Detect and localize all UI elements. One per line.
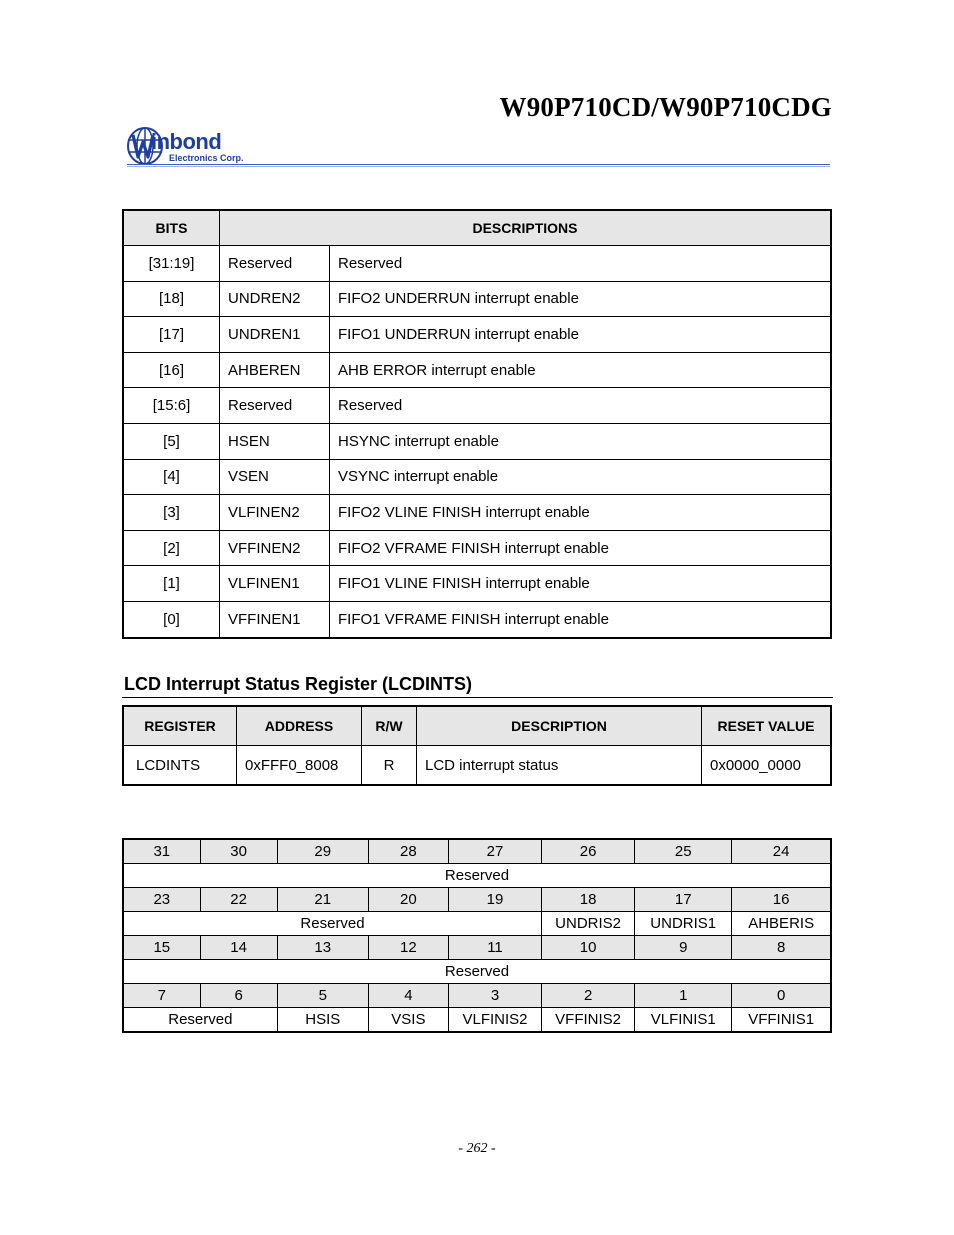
bit-number-cell: 10 (542, 936, 635, 960)
winbond-logo (127, 126, 257, 166)
register-table (122, 705, 832, 786)
section-title: LCD Interrupt Status Register (LCDINTS) (124, 674, 473, 694)
bit-number-cell: 2 (542, 984, 635, 1008)
bit-number-cell: 11 (448, 936, 541, 960)
table-row (123, 459, 831, 495)
description-cell: LCD interrupt status (417, 746, 702, 786)
field-name-cell: VLFINEN2 (220, 495, 330, 531)
bit-field-cell: VFFINIS1 (732, 1008, 831, 1033)
field-name-cell: VFFINEN1 (220, 601, 330, 637)
bit-number-cell: 17 (635, 888, 732, 912)
address-cell: 0xFFF0_8008 (237, 746, 362, 786)
bits-cell: [18] (123, 281, 220, 317)
bit-field-cell: VFFINIS2 (542, 1008, 635, 1033)
bit-number-cell: 5 (277, 984, 368, 1008)
table-row (123, 388, 831, 424)
field-desc-cell: FIFO1 VLINE FINISH interrupt enable (330, 566, 832, 602)
table-row (123, 352, 831, 388)
table-row (123, 601, 831, 637)
field-name-cell: HSEN (220, 423, 330, 459)
bit-number-cell: 1 (635, 984, 732, 1008)
bit-number-cell: 0 (732, 984, 831, 1008)
bit-field-cell: Reserved (123, 864, 831, 888)
bit-number-cell: 13 (277, 936, 368, 960)
field-desc-cell: HSYNC interrupt enable (330, 423, 832, 459)
bit-number-row (123, 839, 831, 864)
bit-number-cell: 18 (542, 888, 635, 912)
bit-number-cell: 28 (368, 839, 448, 864)
reset-value-cell: 0x0000_0000 (702, 746, 832, 786)
bit-field-row (123, 864, 831, 888)
bit-field-cell: Reserved (123, 912, 542, 936)
bit-number-cell: 31 (123, 839, 200, 864)
field-name-cell: UNDREN1 (220, 317, 330, 353)
bits-cell: [16] (123, 352, 220, 388)
rw-cell: R (362, 746, 417, 786)
header-rule (127, 164, 830, 165)
field-name-cell: VSEN (220, 459, 330, 495)
bits-cell: [3] (123, 495, 220, 531)
bits-description-table (122, 209, 832, 639)
bit-number-cell: 4 (368, 984, 448, 1008)
bit-number-cell: 20 (368, 888, 448, 912)
field-name-cell: AHBEREN (220, 352, 330, 388)
address-header: ADDRESS (237, 706, 362, 746)
bit-field-cell: VSIS (368, 1008, 448, 1033)
register-cell: LCDINTS (123, 746, 237, 786)
table-row (123, 495, 831, 531)
table-row (123, 566, 831, 602)
field-name-cell: Reserved (220, 388, 330, 424)
bit-map-table (122, 838, 832, 1033)
bit-number-cell: 14 (200, 936, 277, 960)
field-desc-cell: FIFO1 VFRAME FINISH interrupt enable (330, 601, 832, 637)
table-row (123, 317, 831, 353)
logo-wordmark: inbond (151, 129, 222, 154)
field-desc-cell: FIFO2 VLINE FINISH interrupt enable (330, 495, 832, 531)
field-name-cell: UNDREN2 (220, 281, 330, 317)
descriptions-header: DESCRIPTIONS (220, 210, 832, 246)
field-desc-cell: VSYNC interrupt enable (330, 459, 832, 495)
field-desc-cell: AHB ERROR interrupt enable (330, 352, 832, 388)
logo-subtitle: Electronics Corp. (169, 153, 244, 163)
field-name-cell: Reserved (220, 246, 330, 282)
bit-field-cell: HSIS (277, 1008, 368, 1033)
bit-field-row (123, 1008, 831, 1033)
table-row (123, 423, 831, 459)
bit-number-cell: 3 (448, 984, 541, 1008)
table-header-row (123, 210, 831, 246)
bit-number-row (123, 888, 831, 912)
bit-number-row (123, 936, 831, 960)
bits-header: BITS (123, 210, 220, 246)
bit-field-cell: VLFINIS1 (635, 1008, 732, 1033)
field-desc-cell: FIFO1 UNDERRUN interrupt enable (330, 317, 832, 353)
table-row (123, 530, 831, 566)
field-desc-cell: FIFO2 UNDERRUN interrupt enable (330, 281, 832, 317)
bits-cell: [15:6] (123, 388, 220, 424)
page-number: - 262 - (458, 1141, 496, 1156)
bit-number-cell: 24 (732, 839, 831, 864)
bit-field-row (123, 912, 831, 936)
field-desc-cell: Reserved (330, 246, 832, 282)
bits-cell: [4] (123, 459, 220, 495)
bit-number-cell: 25 (635, 839, 732, 864)
bit-number-cell: 8 (732, 936, 831, 960)
bits-cell: [17] (123, 317, 220, 353)
bit-field-row (123, 960, 831, 984)
bit-number-cell: 22 (200, 888, 277, 912)
table-row (123, 246, 831, 282)
bit-number-row (123, 984, 831, 1008)
bits-cell: [2] (123, 530, 220, 566)
bit-field-cell: UNDRIS1 (635, 912, 732, 936)
bits-cell: [5] (123, 423, 220, 459)
document-title: W90P710CD/W90P710CDG (499, 92, 832, 122)
reset-value-header: RESET VALUE (702, 706, 832, 746)
rw-header: R/W (362, 706, 417, 746)
bit-number-cell: 21 (277, 888, 368, 912)
register-header: REGISTER (123, 706, 237, 746)
bit-number-cell: 16 (732, 888, 831, 912)
bit-number-cell: 19 (448, 888, 541, 912)
header-rule-light (127, 166, 830, 167)
field-desc-cell: Reserved (330, 388, 832, 424)
bit-number-cell: 27 (448, 839, 541, 864)
bit-number-cell: 6 (200, 984, 277, 1008)
bits-cell: [31:19] (123, 246, 220, 282)
table-row (123, 746, 831, 786)
bit-number-cell: 23 (123, 888, 200, 912)
field-desc-cell: FIFO2 VFRAME FINISH interrupt enable (330, 530, 832, 566)
bit-field-cell: VLFINIS2 (448, 1008, 541, 1033)
bit-number-cell: 30 (200, 839, 277, 864)
bit-field-cell: UNDRIS2 (542, 912, 635, 936)
bit-number-cell: 9 (635, 936, 732, 960)
bits-cell: [1] (123, 566, 220, 602)
bit-field-cell: AHBERIS (732, 912, 831, 936)
table-header-row (123, 706, 831, 746)
bit-number-cell: 12 (368, 936, 448, 960)
bit-number-cell: 29 (277, 839, 368, 864)
bit-field-cell: Reserved (123, 960, 831, 984)
field-name-cell: VFFINEN2 (220, 530, 330, 566)
section-rule (122, 697, 833, 698)
table-row (123, 281, 831, 317)
bit-number-cell: 7 (123, 984, 200, 1008)
bit-field-cell: Reserved (123, 1008, 277, 1033)
field-name-cell: VLFINEN1 (220, 566, 330, 602)
bit-number-cell: 15 (123, 936, 200, 960)
bits-cell: [0] (123, 601, 220, 637)
bit-number-cell: 26 (542, 839, 635, 864)
description-header: DESCRIPTION (417, 706, 702, 746)
